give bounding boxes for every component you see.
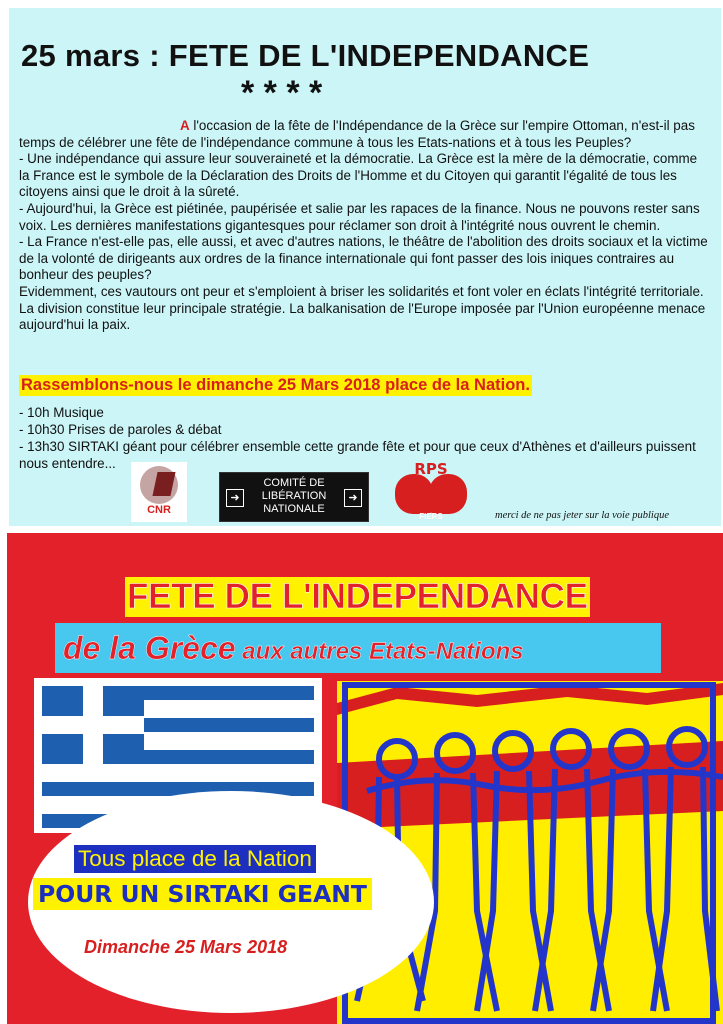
program-list <box>19 404 709 472</box>
runner-icon: ➜ <box>226 489 244 507</box>
cnr-logo-text: CNR <box>147 504 171 516</box>
paragraph: - La France n'est-elle pas, elle aussi, et avec d'autres nations, le théâtre de l'abolition des droits sociaux et la victime de la volonté de dirigeants aux ordres de la finance internationale qui font passer des lois iniques contraires au bonheur des peuples? <box>19 234 708 283</box>
cln-line: LIBÉRATION <box>261 490 327 502</box>
heart-icon <box>395 474 433 514</box>
flyer-body <box>19 118 711 334</box>
cln-logo-text <box>246 477 342 516</box>
poster-title: FETE DE L'INDEPENDANCE <box>127 577 588 616</box>
intro-text: l'occasion de la fête de l'Indépendance de la Grèce sur l'empire Ottoman, n'est-il pas temps de célébrer une fête de l'indépendance commune à tous les Etats-nations et à tous les Peuples? <box>19 118 695 150</box>
poster-headline: POUR UN SIRTAKI GEANT <box>33 878 372 910</box>
rps-logo-subtext: FIERS <box>419 512 443 521</box>
poster-date: Dimanche 25 Mars 2018 <box>84 937 288 957</box>
paragraph: - Une indépendance qui assure leur souveraineté et la démocratie. La Grèce est la mère de la démocratie, comme la France est le symbole de la Déclaration des Droits de l'Homme et du Citoyen qui garantit l'égalité de tous les citoyens ainsi que le droit à la sûreté. <box>19 151 698 200</box>
flyer-panel <box>9 8 721 526</box>
rps-logo-text: RPS <box>414 460 448 478</box>
cln-logo <box>219 472 369 522</box>
paragraph: Evidemment, ces vautours ont peur et s'emploient à briser les solidarités et font voler en éclats l'intégrité territoriale. La division constitue leur principale stratégie. La balkanisation de l'Europe imposée par l'Union européenne menace aujourd'hui la paix. <box>19 283 706 333</box>
program-item: - 10h Musique <box>19 405 104 420</box>
intro-dropcap: A <box>180 118 190 133</box>
rps-logo <box>393 460 469 524</box>
poster-panel <box>7 533 723 1024</box>
program-item: - 13h30 SIRTAKI géant pour célébrer ensemble cette grande fête et pour que ceux d'Athènes et d'ailleurs puissent nous entendre... <box>19 439 696 471</box>
poster-subtitle-big: de la Grèce <box>63 630 236 666</box>
cnr-logo <box>131 462 187 522</box>
flyer-title: 25 mars : FETE DE L'INDEPENDANCE <box>21 38 590 73</box>
intro-paragraph <box>19 118 711 151</box>
poster-subtitle <box>55 623 661 673</box>
paragraph: - Aujourd'hui, la Grèce est piétinée, paupérisée et salie par les rapaces de la finance. Nous ne pouvons rester sans voix. Les dernières manifestations gigantesques pour réclamer son droit à l'intégrité nous ouvrent le chemin. <box>19 200 700 233</box>
info-oval <box>28 791 434 1013</box>
disposal-notice: merci de ne pas jeter sur la voie publique <box>495 510 669 521</box>
title-stars: * * * * <box>241 74 323 112</box>
rally-headline: Rassemblons-nous le dimanche 25 Mars 2018 place de la Nation. <box>21 376 530 394</box>
program-item: - 10h30 Prises de paroles & débat <box>19 422 222 437</box>
cln-line: NATIONALE <box>263 503 325 515</box>
poster-subtitle-small: aux autres Etats-Nations <box>235 638 524 665</box>
cln-line: COMITÉ DE <box>263 477 325 489</box>
runner-icon: ➜ <box>344 489 362 507</box>
heart-icon <box>429 474 467 514</box>
poster-location: Tous place de la Nation <box>74 845 316 873</box>
